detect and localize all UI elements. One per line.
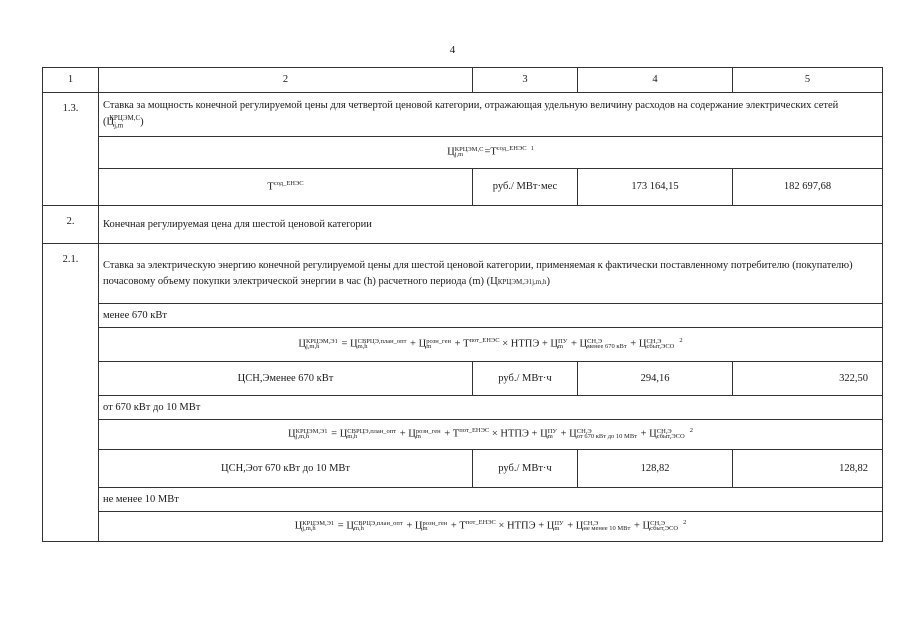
value-label: ЦСН,Эот 670 кВт до 10 МВт xyxy=(99,450,473,488)
header-col-3: 3 xyxy=(473,68,578,93)
group-label-row xyxy=(43,488,883,512)
formula: Ц КРЦЭМ,С j,m $=Т^{сод\_ЕНЭС}$ $^1$ xyxy=(99,137,883,169)
section-description: Конечная регулируемая цена для шестой ценовой категории xyxy=(99,206,883,244)
group-label: менее 670 кВт xyxy=(99,304,883,328)
group-label: от 670 кВт до 10 МВт xyxy=(99,396,883,420)
value-col5: 322,50 xyxy=(733,362,883,396)
group-label-row xyxy=(43,396,883,420)
formula-row xyxy=(43,137,883,169)
value-col4: 294,16 xyxy=(578,362,733,396)
unit: руб./ МВт·мес xyxy=(473,169,578,206)
group-formula: Ц КРЦЭМ,Э1 j,m,h = Ц СВРЦЭ,план_опт m,h + Ц розн_ген m + $Т^{пот\_ЕНЭС}$ × НТПЭ + Ц ПУ m + Ц СН,Э не менее 10 МВт + Ц СН,Э сбыт,ЭСО $^2$ xyxy=(99,512,883,542)
unit: руб./ МВт·ч xyxy=(473,362,578,396)
section-number: 2. xyxy=(43,206,99,244)
section-2-1-row xyxy=(43,244,883,304)
group-formula-row xyxy=(43,420,883,450)
group-label: не менее 10 МВт xyxy=(99,488,883,512)
section-description: Ставка за электрическую энергию конечной регулируемой цены для шестой ценовой категории, применяемая к фактически поставленному потребителю (покупателю) почасовому объему покупки электрической энергии в час (h) расчетного периода (m) (ЦКРЦЭМ,Э1j,m,h) xyxy=(99,244,883,304)
header-col-1: 1 xyxy=(43,68,99,93)
header-row xyxy=(43,68,883,93)
value-label: $Т^{сод\_ЕНЭС}$ xyxy=(99,169,473,206)
value-col5: 182 697,68 xyxy=(733,169,883,206)
group-formula-row xyxy=(43,328,883,362)
page-number: 4 xyxy=(449,44,456,56)
group-value-row xyxy=(43,450,883,488)
section-2-row xyxy=(43,206,883,244)
value-col4: 128,82 xyxy=(578,450,733,488)
section-1-3-row xyxy=(43,93,883,137)
group-formula: Ц КРЦЭМ,Э1 j,m,h = Ц СВРЦЭ,план_опт m,h + Ц розн_ген m + $Т^{пот\_ЕНЭС}$ × НТПЭ + Ц ПУ m + Ц СН,Э от 670 кВт до 10 МВт + Ц СН,Э сбыт,ЭСО $^2$ xyxy=(99,420,883,450)
section-description: Ставка за мощность конечной регулируемой цены для четвертой ценовой категории, отражающая удельную величину расходов на содержание электрических сетей $(Ц_{j,m}^{КРЦЭМ,С})$ xyxy=(99,93,883,137)
tariff-table xyxy=(42,67,883,542)
value-col5: 128,82 xyxy=(733,450,883,488)
group-value-row xyxy=(43,362,883,396)
group-formula: Ц КРЦЭМ,Э1 j,m,h = Ц СВРЦЭ,план_опт m,h + Ц розн_ген m + $Т^{пот\_ЕНЭС}$ × НТПЭ + Ц ПУ m + Ц СН,Э менее 670 кВт + Ц СН,Э сбыт,ЭСО $^2$ xyxy=(99,328,883,362)
section-number: 1.3. xyxy=(43,93,99,206)
value-label: ЦСН,Эменее 670 кВт xyxy=(99,362,473,396)
group-label-row xyxy=(43,304,883,328)
group-formula-row xyxy=(43,512,883,542)
value-col4: 173 164,15 xyxy=(578,169,733,206)
section-number: 2.1. xyxy=(43,244,99,542)
header-col-2: 2 xyxy=(99,68,473,93)
header-col-4: 4 xyxy=(578,68,733,93)
unit: руб./ МВт·ч xyxy=(473,450,578,488)
value-row xyxy=(43,169,883,206)
header-col-5: 5 xyxy=(733,68,883,93)
